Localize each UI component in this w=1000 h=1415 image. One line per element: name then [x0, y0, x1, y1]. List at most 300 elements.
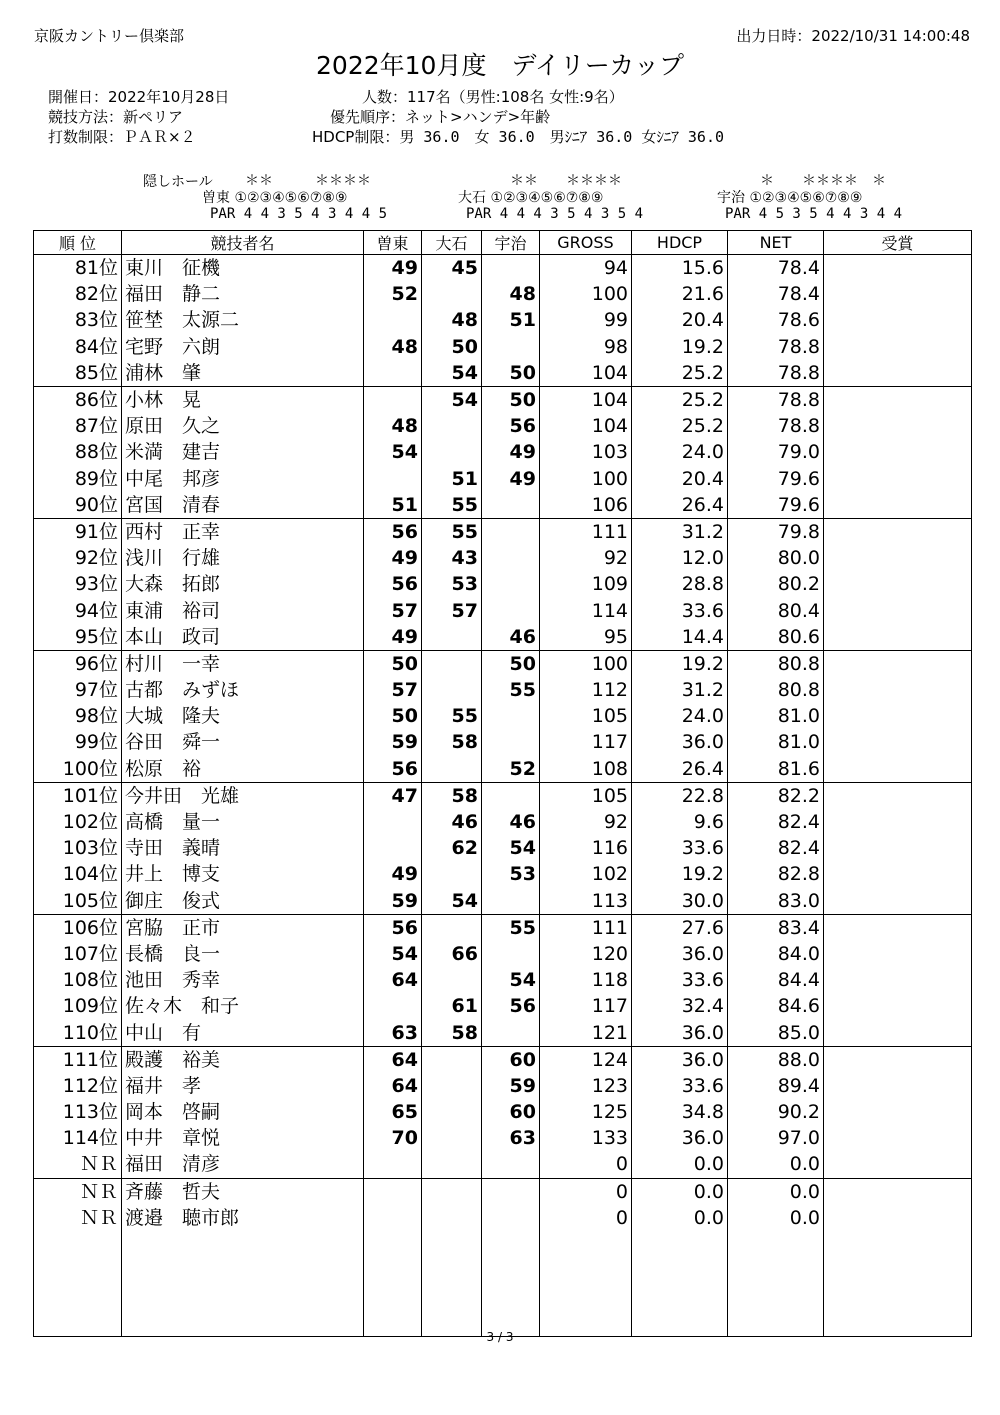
- course1-score: [364, 1178, 422, 1205]
- player-name: 中井 章悦: [122, 1125, 364, 1151]
- course2-score: 45: [422, 255, 482, 282]
- net-score: 82.8: [728, 861, 824, 887]
- net-score: 78.4: [728, 281, 824, 307]
- rank-cell: 114位: [34, 1125, 122, 1151]
- table-row: [34, 1019, 972, 1046]
- net-score: 97.0: [728, 1125, 824, 1151]
- net-score: 85.0: [728, 1019, 824, 1046]
- net-score: 78.8: [728, 334, 824, 360]
- table-row: [34, 861, 972, 887]
- course2-score: [422, 624, 482, 651]
- gross-score: 125: [540, 1099, 632, 1125]
- player-name: 谷田 舜一: [122, 729, 364, 755]
- player-name: 大城 隆夫: [122, 703, 364, 729]
- rank-cell: 112位: [34, 1073, 122, 1099]
- table-row: [34, 492, 972, 519]
- course1-score: 47: [364, 782, 422, 809]
- table-row: [34, 360, 972, 387]
- course3-score: [482, 492, 540, 519]
- course2-score: [422, 1178, 482, 1205]
- award-cell: [824, 518, 972, 545]
- table-header-row: [34, 231, 972, 255]
- net-score: 78.4: [728, 255, 824, 282]
- award-cell: [824, 967, 972, 993]
- player-name: 浅川 行雄: [122, 545, 364, 571]
- player-name: 中尾 邦彦: [122, 466, 364, 492]
- rank-cell: ＮＲ: [34, 1205, 122, 1231]
- award-cell: [824, 703, 972, 729]
- course3-score: [482, 1151, 540, 1178]
- course1-score: [364, 1231, 422, 1257]
- award-cell: [824, 1151, 972, 1178]
- player-name: [122, 1257, 364, 1283]
- course1-score: [364, 809, 422, 835]
- course2-score: 55: [422, 492, 482, 519]
- table-row: [34, 255, 972, 282]
- course2-score: 46: [422, 809, 482, 835]
- rank-cell: 82位: [34, 281, 122, 307]
- club-name: 京阪カントリー倶楽部: [34, 27, 185, 45]
- course2-score: 66: [422, 941, 482, 967]
- table-row: [34, 967, 972, 993]
- gross-score: 117: [540, 729, 632, 755]
- course2-score: 58: [422, 729, 482, 755]
- course1-score: 54: [364, 941, 422, 967]
- course3-score: [482, 782, 540, 809]
- rank-cell: 106位: [34, 914, 122, 941]
- course2-score: 54: [422, 360, 482, 387]
- header-gross: GROSS: [540, 231, 632, 255]
- table-row: [34, 307, 972, 333]
- table-row: [34, 703, 972, 729]
- net-score: 84.0: [728, 941, 824, 967]
- hdcp-value: 26.4: [632, 492, 728, 519]
- net-score: 82.4: [728, 835, 824, 861]
- course2-score: [422, 1125, 482, 1151]
- gross-score: 92: [540, 809, 632, 835]
- course1-score: 64: [364, 1073, 422, 1099]
- rank-cell: [34, 1283, 122, 1309]
- rank-cell: 95位: [34, 624, 122, 651]
- course2-score: [422, 677, 482, 703]
- course3-score: 53: [482, 861, 540, 887]
- net-score: 79.0: [728, 439, 824, 465]
- gross-score: 120: [540, 941, 632, 967]
- course1-score: 54: [364, 439, 422, 465]
- player-name: 宮国 清春: [122, 492, 364, 519]
- course3-score: [482, 597, 540, 623]
- hdcp-value: 22.8: [632, 782, 728, 809]
- gross-score: 111: [540, 914, 632, 941]
- course3-score: 56: [482, 413, 540, 439]
- net-score: 0.0: [728, 1151, 824, 1178]
- course1-score: 56: [364, 914, 422, 941]
- course1-score: 49: [364, 861, 422, 887]
- course3-par: PAR 4 5 3 5 4 4 3 4 4: [725, 206, 903, 222]
- gross-score: 118: [540, 967, 632, 993]
- gross-score: [540, 1283, 632, 1309]
- header-course3: 宇治: [482, 231, 540, 255]
- gross-score: 116: [540, 835, 632, 861]
- award-cell: [824, 1099, 972, 1125]
- course2-score: 58: [422, 782, 482, 809]
- table-row: [34, 888, 972, 915]
- table-row: [34, 386, 972, 413]
- award-cell: [824, 413, 972, 439]
- award-cell: [824, 1205, 972, 1231]
- hdcp-value: 36.0: [632, 729, 728, 755]
- player-name: 今井田 光雄: [122, 782, 364, 809]
- hdcp-value: [632, 1257, 728, 1283]
- net-score: 81.0: [728, 729, 824, 755]
- course1-score: 59: [364, 888, 422, 915]
- gross-score: 117: [540, 993, 632, 1019]
- hdcp-value: 32.4: [632, 993, 728, 1019]
- course2-score: [422, 1283, 482, 1309]
- gross-score: 103: [540, 439, 632, 465]
- hidden-stars-course1: ＊＊ ＊＊＊＊: [245, 173, 371, 189]
- hidden-hole-label: 隠しホール: [143, 174, 213, 190]
- player-name: 村川 一幸: [122, 650, 364, 677]
- course2-score: [422, 967, 482, 993]
- award-cell: [824, 1019, 972, 1046]
- header-net: NET: [728, 231, 824, 255]
- hdcp-value: 20.4: [632, 307, 728, 333]
- rank-cell: ＮＲ: [34, 1178, 122, 1205]
- award-cell: [824, 466, 972, 492]
- course3-score: [482, 1178, 540, 1205]
- net-score: 80.6: [728, 624, 824, 651]
- rank-cell: 99位: [34, 729, 122, 755]
- gross-score: 100: [540, 466, 632, 492]
- player-name: 笹埜 太源二: [122, 307, 364, 333]
- hdcp-value: 25.2: [632, 413, 728, 439]
- course2-score: 43: [422, 545, 482, 571]
- player-name: 福井 孝: [122, 1073, 364, 1099]
- award-cell: [824, 492, 972, 519]
- page-title: 2022年10月度 デイリーカップ: [316, 51, 684, 80]
- rank-cell: 85位: [34, 360, 122, 387]
- award-cell: [824, 571, 972, 597]
- header-course2: 大石: [422, 231, 482, 255]
- net-score: 0.0: [728, 1205, 824, 1231]
- course1-score: [364, 307, 422, 333]
- rank-cell: ＮＲ: [34, 1151, 122, 1178]
- rank-cell: 89位: [34, 466, 122, 492]
- gross-score: 111: [540, 518, 632, 545]
- award-cell: [824, 307, 972, 333]
- course2-score: [422, 1046, 482, 1073]
- course2-score: [422, 1231, 482, 1257]
- course2-score: 58: [422, 1019, 482, 1046]
- course3-score: [482, 1231, 540, 1257]
- hdcp-value: 0.0: [632, 1178, 728, 1205]
- course1-score: [364, 466, 422, 492]
- table-row: [34, 756, 972, 783]
- net-score: 78.6: [728, 307, 824, 333]
- player-name: 浦林 肇: [122, 360, 364, 387]
- gross-score: 104: [540, 360, 632, 387]
- net-score: 82.4: [728, 809, 824, 835]
- rank-cell: 94位: [34, 597, 122, 623]
- gross-score: 92: [540, 545, 632, 571]
- net-score: 84.6: [728, 993, 824, 1019]
- course1-score: [364, 993, 422, 1019]
- course1-par: PAR 4 4 3 5 4 3 4 4 5: [210, 206, 388, 222]
- course2-score: 55: [422, 518, 482, 545]
- course2-score: 48: [422, 307, 482, 333]
- award-cell: [824, 386, 972, 413]
- course1-score: [364, 386, 422, 413]
- net-score: 78.8: [728, 360, 824, 387]
- rank-cell: 105位: [34, 888, 122, 915]
- course3-score: 46: [482, 809, 540, 835]
- course2-score: 62: [422, 835, 482, 861]
- course3-score: 50: [482, 360, 540, 387]
- table-row: [34, 993, 972, 1019]
- player-name: 池田 秀幸: [122, 967, 364, 993]
- player-name: 佐々木 和子: [122, 993, 364, 1019]
- course2-score: [422, 281, 482, 307]
- net-score: 90.2: [728, 1099, 824, 1125]
- player-name: 宅野 六朗: [122, 334, 364, 360]
- course2-score: [422, 861, 482, 887]
- gross-score: [540, 1231, 632, 1257]
- net-score: 80.2: [728, 571, 824, 597]
- course1-score: 57: [364, 677, 422, 703]
- gross-score: 94: [540, 255, 632, 282]
- course3-score: 51: [482, 307, 540, 333]
- hdcp-value: 12.0: [632, 545, 728, 571]
- course1-holes: 曽東 ①②③④⑤⑥⑦⑧⑨: [202, 190, 348, 206]
- player-name: 岡本 啓嗣: [122, 1099, 364, 1125]
- gross-score: 102: [540, 861, 632, 887]
- award-cell: [824, 756, 972, 783]
- award-cell: [824, 1178, 972, 1205]
- course2-score: [422, 1257, 482, 1283]
- net-score: [728, 1283, 824, 1309]
- player-name: [122, 1283, 364, 1309]
- award-cell: [824, 809, 972, 835]
- table-row: [34, 518, 972, 545]
- award-cell: [824, 597, 972, 623]
- header-name: 競技者名: [122, 231, 364, 255]
- player-name: 御庄 俊式: [122, 888, 364, 915]
- course3-score: 55: [482, 914, 540, 941]
- net-score: [728, 1231, 824, 1257]
- hdcp-value: 19.2: [632, 650, 728, 677]
- course2-score: [422, 1099, 482, 1125]
- hdcp-value: 0.0: [632, 1151, 728, 1178]
- rank-cell: 81位: [34, 255, 122, 282]
- course1-score: 50: [364, 703, 422, 729]
- gross-score: 104: [540, 413, 632, 439]
- course3-score: [482, 255, 540, 282]
- course1-score: 59: [364, 729, 422, 755]
- course3-score: 46: [482, 624, 540, 651]
- net-score: [728, 1257, 824, 1283]
- hdcp-value: 24.0: [632, 439, 728, 465]
- award-cell: [824, 677, 972, 703]
- table-row: [34, 571, 972, 597]
- course1-score: 57: [364, 597, 422, 623]
- course1-score: 50: [364, 650, 422, 677]
- course3-score: 54: [482, 967, 540, 993]
- player-name: 東川 征機: [122, 255, 364, 282]
- table-row: [34, 941, 972, 967]
- player-name: 東浦 裕司: [122, 597, 364, 623]
- course1-score: 64: [364, 1046, 422, 1073]
- hdcp-value: 24.0: [632, 703, 728, 729]
- award-cell: [824, 782, 972, 809]
- award-cell: [824, 624, 972, 651]
- player-name: 斉藤 哲夫: [122, 1178, 364, 1205]
- table-row: [34, 597, 972, 623]
- hdcp-value: 33.6: [632, 835, 728, 861]
- table-row: [34, 334, 972, 360]
- gross-score: 100: [540, 650, 632, 677]
- player-name: 長橋 良一: [122, 941, 364, 967]
- player-name: 松原 裕: [122, 756, 364, 783]
- course1-score: 56: [364, 571, 422, 597]
- hdcp-value: 19.2: [632, 861, 728, 887]
- course2-score: [422, 413, 482, 439]
- table-row: [34, 650, 972, 677]
- award-cell: [824, 1231, 972, 1257]
- table-row: [34, 1178, 972, 1205]
- net-score: 79.8: [728, 518, 824, 545]
- award-cell: [824, 360, 972, 387]
- hdcp-value: 33.6: [632, 597, 728, 623]
- award-cell: [824, 439, 972, 465]
- course3-score: 60: [482, 1046, 540, 1073]
- gross-score: 0: [540, 1178, 632, 1205]
- rank-cell: [34, 1231, 122, 1257]
- printed-datetime: 出力日時：2022/10/31 14:00:48: [736, 27, 970, 45]
- course1-score: [364, 1151, 422, 1178]
- rank-cell: 113位: [34, 1099, 122, 1125]
- info-date: 開催日：2022年10月28日: [48, 88, 230, 106]
- course1-score: [364, 1283, 422, 1309]
- table-row: [34, 1046, 972, 1073]
- hdcp-value: 30.0: [632, 888, 728, 915]
- award-cell: [824, 993, 972, 1019]
- hdcp-value: 27.6: [632, 914, 728, 941]
- course3-score: [482, 703, 540, 729]
- net-score: 80.4: [728, 597, 824, 623]
- course3-score: [482, 888, 540, 915]
- player-name: 高橋 量一: [122, 809, 364, 835]
- course2-score: 54: [422, 386, 482, 413]
- table-row: [34, 466, 972, 492]
- course3-score: 49: [482, 439, 540, 465]
- course3-score: 54: [482, 835, 540, 861]
- gross-score: 133: [540, 1125, 632, 1151]
- net-score: 78.8: [728, 386, 824, 413]
- course3-holes: 宇治 ①②③④⑤⑥⑦⑧⑨: [717, 190, 863, 206]
- net-score: 89.4: [728, 1073, 824, 1099]
- award-cell: [824, 255, 972, 282]
- net-score: 84.4: [728, 967, 824, 993]
- table-row: [34, 729, 972, 755]
- net-score: 0.0: [728, 1178, 824, 1205]
- award-cell: [824, 729, 972, 755]
- player-name: 西村 正幸: [122, 518, 364, 545]
- award-cell: [824, 914, 972, 941]
- table-row: [34, 413, 972, 439]
- gross-score: 0: [540, 1151, 632, 1178]
- course3-score: 50: [482, 386, 540, 413]
- player-name: [122, 1231, 364, 1257]
- table-row: [34, 1151, 972, 1178]
- player-name: 殿護 裕美: [122, 1046, 364, 1073]
- rank-cell: 93位: [34, 571, 122, 597]
- hdcp-value: 33.6: [632, 1073, 728, 1099]
- table-row: [34, 281, 972, 307]
- award-cell: [824, 1046, 972, 1073]
- course3-score: 55: [482, 677, 540, 703]
- course1-score: [364, 1205, 422, 1231]
- hdcp-value: 20.4: [632, 466, 728, 492]
- net-score: 83.0: [728, 888, 824, 915]
- net-score: 80.8: [728, 677, 824, 703]
- rank-cell: 111位: [34, 1046, 122, 1073]
- blank-row: [34, 1231, 972, 1257]
- rank-cell: [34, 1257, 122, 1283]
- course2-score: 53: [422, 571, 482, 597]
- rank-cell: 110位: [34, 1019, 122, 1046]
- course1-score: 70: [364, 1125, 422, 1151]
- award-cell: [824, 545, 972, 571]
- table-row: [34, 1205, 972, 1231]
- course3-score: [482, 729, 540, 755]
- gross-score: [540, 1257, 632, 1283]
- course1-score: 56: [364, 518, 422, 545]
- player-name: 米満 建吉: [122, 439, 364, 465]
- table-row: [34, 677, 972, 703]
- award-cell: [824, 835, 972, 861]
- hdcp-value: [632, 1231, 728, 1257]
- hdcp-value: 31.2: [632, 677, 728, 703]
- award-cell: [824, 1257, 972, 1283]
- course2-score: [422, 439, 482, 465]
- hdcp-value: 15.6: [632, 255, 728, 282]
- blank-row: [34, 1283, 972, 1309]
- table-row: [34, 1125, 972, 1151]
- hdcp-value: 19.2: [632, 334, 728, 360]
- info-method: 競技方法：新ペリア: [48, 108, 184, 126]
- gross-score: 124: [540, 1046, 632, 1073]
- course1-score: 52: [364, 281, 422, 307]
- award-cell: [824, 650, 972, 677]
- course2-score: [422, 1151, 482, 1178]
- course1-score: [364, 1257, 422, 1283]
- course3-score: [482, 1257, 540, 1283]
- player-name: 中山 有: [122, 1019, 364, 1046]
- table-row: [34, 914, 972, 941]
- course3-score: 56: [482, 993, 540, 1019]
- gross-score: 105: [540, 703, 632, 729]
- award-cell: [824, 281, 972, 307]
- rank-cell: 102位: [34, 809, 122, 835]
- net-score: 78.8: [728, 413, 824, 439]
- hdcp-value: 14.4: [632, 624, 728, 651]
- course3-score: [482, 1205, 540, 1231]
- rank-cell: 84位: [34, 334, 122, 360]
- gross-score: 100: [540, 281, 632, 307]
- net-score: 81.0: [728, 703, 824, 729]
- course2-score: [422, 914, 482, 941]
